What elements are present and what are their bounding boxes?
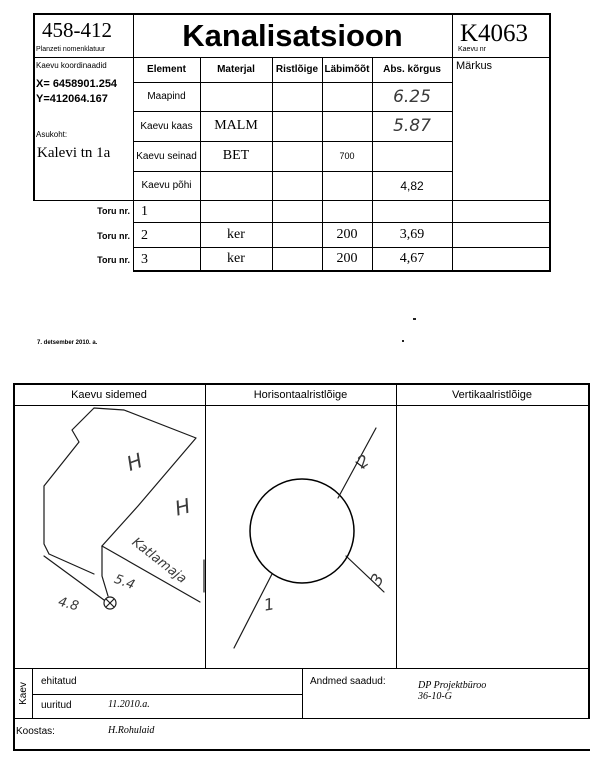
row-element: Kaevu kaas (140, 120, 193, 132)
building-mark: H (123, 448, 146, 476)
notes-label: Märkus (456, 60, 493, 72)
row-element: Kaevu seinad (136, 150, 197, 162)
well-number-label: Kaevu nr (458, 46, 487, 53)
row-element: Kaevu põhi (141, 180, 192, 191)
side-label-box (14, 668, 32, 718)
col-abs-height: Abs. kõrgus (383, 64, 441, 75)
street-label: Katlamaja (128, 535, 190, 587)
well-connections-sketch (14, 406, 205, 668)
side-label: Kaev (17, 681, 29, 705)
col-cross-section: Ristlõige (275, 64, 319, 75)
row-height: 6.25 (393, 86, 431, 107)
coords-label: Kaevu koordinaadid (36, 61, 107, 70)
pipe-mark: 3 (366, 570, 388, 589)
well-number-value: K4063 (460, 20, 529, 47)
building-mark: H (172, 493, 193, 521)
pipe-height: 4,67 (399, 250, 425, 266)
sketch-col-horizontal: Horisontaalristlõige (253, 388, 348, 401)
data-from-label: Andmed saadud: (310, 676, 386, 687)
date-text: 7. detsember 2010. a. (37, 340, 98, 346)
row-height: 4,82 (400, 178, 424, 193)
row-material: BET (222, 148, 250, 163)
col-element: Element (147, 64, 186, 75)
page-title: Kanalisatsioon (182, 18, 403, 53)
row-material: MALM (214, 118, 258, 133)
location-value: Kalevi tn 1a (37, 145, 111, 161)
compiled-label: Koostas: (16, 726, 55, 737)
pipe-label: Toru nr. (97, 255, 130, 265)
nomenclature-value: 458-412 (42, 18, 112, 42)
scan-speck (402, 340, 404, 342)
surveyed-value: 11.2010.a. (108, 699, 150, 710)
location-label: Asukoht: (36, 130, 68, 139)
pipe-diameter: 200 (336, 226, 358, 242)
surveyed-label: uuritud (41, 700, 72, 711)
pipe-number: 2 (141, 228, 148, 243)
pipe-height: 3,69 (399, 226, 425, 242)
row-element: Maapind (147, 91, 186, 102)
pipe-label: Toru nr. (97, 231, 130, 241)
data-from-value: DP Projektbüroo (418, 680, 487, 691)
distance-label: 4.8 (56, 594, 81, 615)
pipe-number: 1 (141, 204, 148, 219)
y-coordinate: Y=412064.167 (36, 93, 108, 105)
pipe-number: 3 (141, 252, 148, 267)
compiled-value: H.Rohulaid (108, 725, 155, 736)
col-material: Materjal (217, 64, 255, 75)
data-from-value: 36-10-G (418, 691, 452, 702)
pipe-mark: 2 (353, 450, 373, 473)
horizontal-section-sketch (206, 406, 396, 668)
pipe-material: ker (227, 250, 245, 266)
sketch-col-connections: Kaevu sidemed (71, 388, 147, 401)
pipe-mark: 1 (262, 594, 276, 615)
pipe-diameter: 200 (336, 250, 358, 266)
col-diameter: Läbimõõt (324, 64, 370, 75)
row-diameter: 700 (339, 151, 355, 161)
row-height: 5.87 (393, 116, 431, 136)
pipe-label: Toru nr. (97, 206, 130, 216)
built-label: ehitatud (41, 676, 77, 687)
pipe-material: ker (227, 226, 245, 242)
distance-label: 5.4 (112, 571, 137, 594)
scan-speck (413, 318, 416, 320)
x-coordinate: X= 6458901.254 (36, 78, 118, 90)
nomenclature-label: Planzeti nomenklatuur (36, 46, 106, 53)
sketch-col-vertical: Vertikaalristlõige (451, 388, 533, 401)
